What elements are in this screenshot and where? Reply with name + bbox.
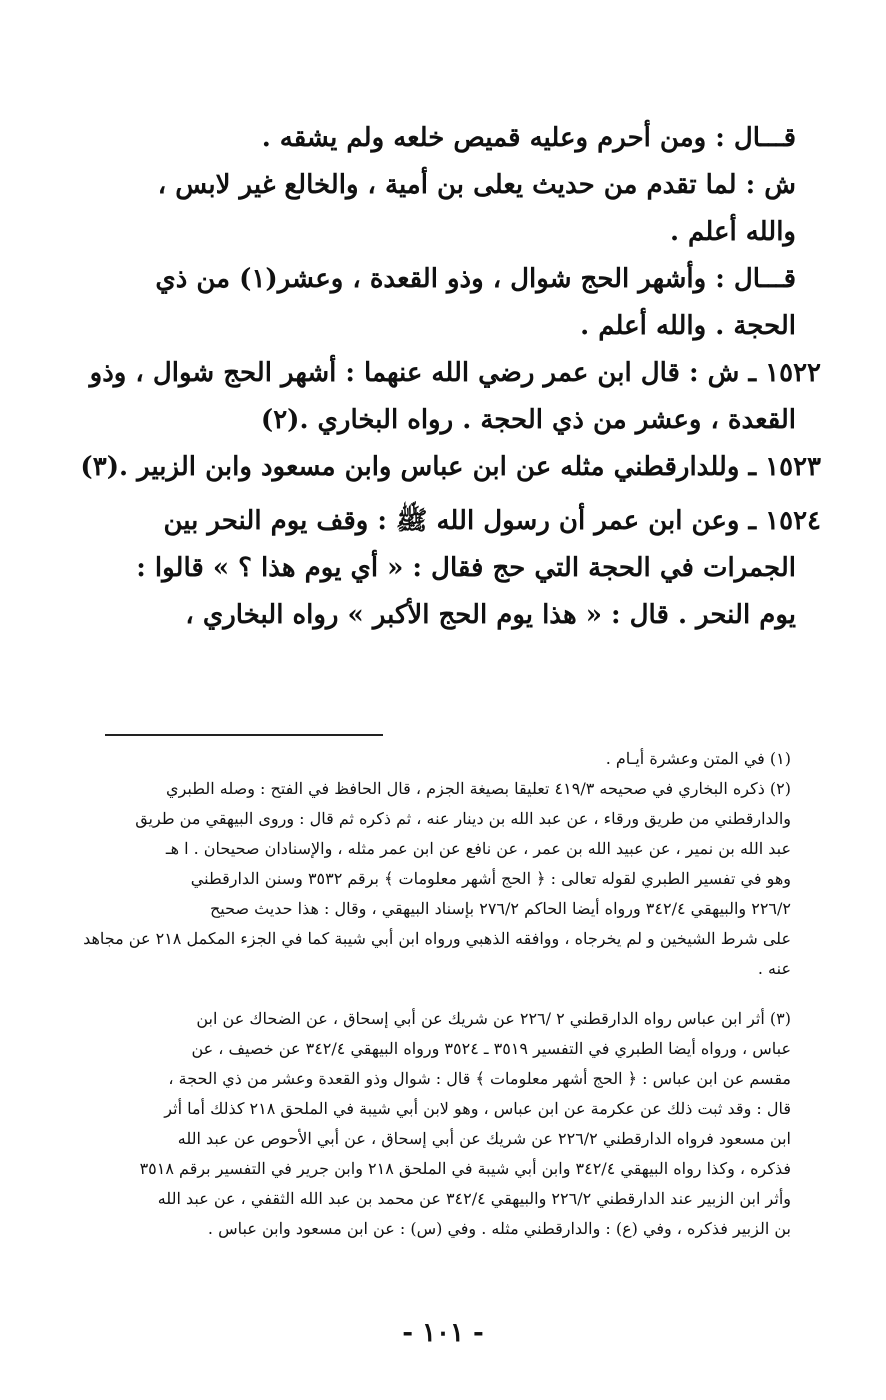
footnote-line: عباس ، ورواه أيضا الطبري في التفسير ٣٥١٩ ـ ٣٥٢٤ ورواه البيهقي ٣٤٢/٤ عن خصيف ، عن (191, 1039, 791, 1058)
footnote-line: والدارقطني من طريق ورقاء ، عن عبد الله بن دينار عنه ، ثم ذكره ثم قال : وروى البيهقي من طريق (135, 809, 791, 828)
footnote-line: ابن مسعود فرواه الدارقطني ٢٢٦/٢ عن شريك عن أبي إسحاق ، عن أبي الأحوص عن عبد الله (177, 1129, 791, 1148)
footnote-line: بن الزبير فذكره ، وفي (ع) : والدارقطني مثله . وفي (س) : عن ابن مسعود وابن عباس . (207, 1219, 791, 1238)
footnote-line: قال : وقد ثبت ذلك عن عكرمة عن ابن عباس ، وهو لابن أبي شيبة في الملحق ٢١٨ كذلك أما أثر (164, 1099, 791, 1118)
main-line: قـــال : ومن أحرم وعليه قميص خلعه ولم يشقه . (261, 123, 796, 153)
main-line: القعدة ، وعشر من ذي الحجة . رواه البخاري .(٢) (260, 405, 796, 435)
footnote-line: ٢٢٦/٢ والبيهقي ٣٤٢/٤ ورواه أيضا الحاكم ٢٧٦/٢ بإسناد البيهقي ، وقال : هذا حديث صحيح (209, 899, 791, 918)
main-line: ١٥٢٣ ـ وللدارقطني مثله عن ابن عباس وابن مسعود وابن الزبير .(٣) (80, 452, 821, 482)
main-line: قـــال : وأشهر الحج شوال ، وذو القعدة ، وعشر(١) من ذي (155, 264, 796, 294)
footnote-line: مقسم عن ابن عباس : ﴿ الحج أشهر معلومات ﴾ قال : شوال وذو القعدة وعشر من ذي الحجة ، (168, 1069, 791, 1088)
main-line: ١٥٢٤ ـ وعن ابن عمر أن رسول الله ﷺ : وقف يوم النحر بين (163, 506, 821, 536)
footnote-line: (١) في المتن وعشرة أيـام . (605, 749, 791, 768)
footnote-line: عبد الله بن نمير ، عن عبيد الله بن عمر ، عن نافع عن ابن عمر مثله ، والإسنادان صحيحان . ا هـ (165, 839, 791, 858)
main-line: ١٥٢٢ ـ ش : قال ابن عمر رضي الله عنهما : أشهر الحج شوال ، وذو (89, 358, 821, 388)
main-line: الجمرات في الحجة التي حج فقال : « أي يوم هذا ؟ » قالوا : (136, 553, 796, 583)
footnote-line: (٣) أثر ابن عباس رواه الدارقطني ٢ /٢٢٦ عن شريك عن أبي إسحاق ، عن الضحاك عن ابن (196, 1009, 791, 1028)
footnote-line: وأثر ابن الزبير عند الدارقطني ٢٢٦/٢ والبيهقي ٣٤٢/٤ عن محمد بن عبد الله الثقفي ، عن عبد الله (157, 1189, 791, 1208)
footnote-line: (٢) ذكره البخاري في صحيحه ٤١٩/٣ تعليقا بصيغة الجزم ، قال الحافظ في الفتح : وصله الطبري (166, 779, 791, 798)
main-line: الحجة . والله أعلم . (580, 311, 796, 341)
footnote-divider (105, 734, 383, 736)
main-line: ش : لما تقدم من حديث يعلى بن أمية ، والخالع غير لابس ، (157, 170, 796, 200)
main-line: يوم النحر . قال : « هذا يوم الحج الأكبر » رواه البخاري ، (185, 600, 796, 630)
main-line: والله أعلم . (669, 217, 796, 247)
footnote-line: عنه . (757, 959, 791, 978)
footnote-line: فذكره ، وكذا رواه البيهقي ٣٤٢/٤ وابن أبي شيبة في الملحق ٢١٨ وابن جرير في التفسير برقم ٣٥١٨ (139, 1159, 791, 1178)
footnote-line: على شرط الشيخين و لم يخرجاه ، ووافقه الذهبي ورواه ابن أبي شيبة كما في الجزء المكمل ٢١٨ عن مجاهد (83, 929, 791, 948)
page-number: - ١٠١ - (402, 1318, 484, 1348)
footnote-line: وهو في تفسير الطبري لقوله تعالى : ﴿ الحج أشهر معلومات ﴾ برقم ٣٥٣٢ وسنن الدارقطني (190, 869, 791, 888)
